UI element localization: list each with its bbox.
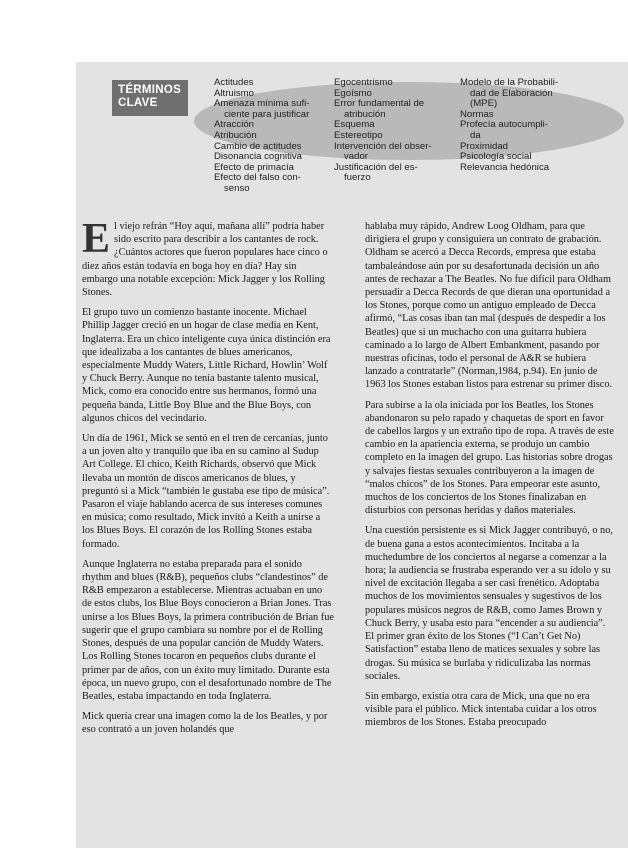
term: da: [470, 129, 481, 141]
paragraph-2: El grupo tuvo un comienzo bastante inocente. Michael Phillip Jagger creció en un hogar de clase media en Kent, Inglaterra. Era un chico inteligente cuya única distinción era que idealizaba a los cantantes de blues americanos, especialmente Muddy Waters, Little Richard, Howlin’ Wolf y Chuck Berry. Aunque no tenía bastante talento musical, Mick, como era conocido entre sus hermanos, formó una pequeña banda, Little Boy Blue and the Blue Boys, con algunos chicos del vecindario.: [82, 307, 331, 424]
term: fuerzo: [344, 172, 371, 184]
term: Cambio de actitudes: [214, 140, 302, 152]
key-terms-box: [76, 62, 628, 192]
term: Efecto de primacía: [214, 161, 294, 173]
paragraph-5: Mick quería crear una imagen como la de los Beatles, y por eso contrató a un joven holandés que: [82, 711, 328, 736]
term: Profecía autocumpli-: [460, 119, 548, 131]
term: Esquema: [334, 119, 375, 131]
term: Egoísmo: [334, 87, 372, 99]
paragraph-8: Una cuestión persistente es si Mick Jagger contribuyó, o no, de buena gana a estos acontecimientos. Incitaba a la muchedumbre de los conciertos al negarse a comenzar a la hora; la audiencia se frustraba esperando ver a su ídolo y su nivel de excitación llegaba a ser casi frenético. Adoptaba muchos de los movimientos sensuales y sugestivos de los populares músicos negros de R&B, como James Brown y Chuck Berry, y usaba esto para “encender a su audiencia”. El primer gran éxito de los Stones (“I Can’t Get No) Satisfaction” estaba lleno de matices sexuales y sobre las drogas. Su música se burlaba y ridiculizaba las normas sociales.: [365, 525, 613, 682]
paragraph-1-text: l viejo refrán “Hoy aquí, mañana allí” podría haber sido escrito para describir a los cantantes de rock. ¿Cuántos actores que fueron populares hace cinco o diez años están todavía en boga hoy en día? Hay sin embargo una notable excepción: Mick Jagger y los Rolling Stones.: [82, 221, 328, 299]
term: Disonancia cognitiva: [214, 151, 302, 163]
term: Error fundamental de: [334, 98, 425, 110]
term: Amenaza mínima sufi-: [214, 98, 310, 110]
paragraph-9: Sin embargo, existía otra cara de Mick, una que no era visible para el público. Mick intentaba cuidar a los otros miembros de los Stones. Estaba preocupado: [365, 690, 597, 729]
key-terms-column-3: [460, 78, 576, 173]
paragraph-4: Aunque Inglaterra no estaba preparada para el sonido rhythm and blues (R&B), pequeños clubs “clandestinos” de R&B empezaron a establecerse. Mientras actuaban en uno de estos clubs, los Blue Boys conocieron a Brian Jones. Tras unirse a los Blues Boys, la primera contribución de Brian fue sugerir que el grupo cambiara su nombre por el de Rolling Stones, después de una popular canción de Muddy Waters. Los Rolling Stones tocaron en pequeños clubs durante el primer par de años, con un éxito muy limitado. Durante esta época, un nuevo grupo, con el desafortunado nombre de The Beatles, estaba impactando en toda Inglaterra.: [82, 558, 334, 702]
term: Actitudes: [214, 77, 254, 88]
term: Psicología social: [460, 151, 532, 163]
key-terms-label-line1: TÉRMINOS: [118, 84, 182, 96]
article-column-right: [365, 220, 615, 737]
term: vador: [344, 151, 368, 163]
term: Atracción: [214, 119, 254, 131]
term: Proximidad: [460, 140, 508, 152]
key-terms-column-1: [214, 78, 332, 195]
term: Relevancia hedónica: [460, 161, 550, 173]
key-terms-column-2: [334, 78, 452, 184]
term: Normas: [460, 108, 494, 120]
term: Efecto del falso con-: [214, 172, 301, 184]
term: Atribución: [214, 129, 257, 141]
term: (MPE): [470, 98, 498, 110]
term: Modelo de la Probabili-: [460, 77, 559, 88]
paragraph-1: [82, 216, 334, 299]
key-terms-label-line2: CLAVE: [118, 97, 158, 109]
paragraph-6: hablaba muy rápido, Andrew Loog Oldham, para que dirigiera el grupo y consiguiera un contrato de grabación. Oldham se acercó a Decca Records, empresa que estaba tambaleándose aún por su desafortunada decisión un año antes de rechazar a The Beatles. No fue difícil para Oldham persuadir a Decca Records de que dieran una oportunidad a los Stones, porque como un antiguo empleado de Decca afirmó, “Las cosas iban tan mal (después de despedir a los Beatles) que si un muchacho con una guitarra hubiera caminado a lo largo de Albert Embankment, pasando por nuestras oficinas, todo el personal de A&R se hubiera lanzado a contratarle” (Norman,1984, p.94). En junio de 1963 los Stones estaban listos para estrenar su primer disco.: [365, 221, 613, 391]
term: atribución: [344, 108, 386, 120]
paragraph-3: Un día de 1961, Mick se sentó en el tren de cercanías, junto a un joven alto y tranquilo que iba en su camino al Sudup Art College. El chico, Keith Richards, observó que Mick llevaba un montón de discos americanos de blues, y preguntó si a Mick “también le gustaba ese tipo de música”. Pasaron el viaje hablando acerca de sus intereses comunes en música; como resultado, Mick invitó a Keith a unirse a los Blues Boys. El corazón de los Rolling Stones estaba formado.: [82, 433, 330, 550]
term: Intervención del obser-: [334, 140, 432, 152]
term: ciente para justificar: [224, 108, 310, 120]
term: Justificación del es-: [334, 161, 418, 173]
term: senso: [224, 182, 250, 194]
term: Egocentrismo: [334, 77, 393, 88]
article-column-left: [82, 216, 334, 744]
term: Altruismo: [214, 87, 254, 99]
drop-cap: E: [82, 216, 111, 262]
key-terms-label: [112, 80, 188, 116]
paragraph-7: Para subirse a la ola iniciada por los Beatles, los Stones abandonaron su pelo rapado y chaquetas de sport en favor de cabellos largos y un extraño tipo de ropa. A través de este cambio en la apariencia externa, se produjo un cambio completo en la imagen del grupo. Las historias sobre drogas y salvajes fiestas sexuales contribuyeron a la imagen de “malos chicos” de los Stones. Para empeorar este asunto, muchos de los conciertos de los Stones finalizaban en disturbios con personas heridas y daños materiales.: [365, 399, 614, 517]
term: dad de Elaboración: [470, 87, 553, 99]
term: Estereotipo: [334, 129, 383, 141]
